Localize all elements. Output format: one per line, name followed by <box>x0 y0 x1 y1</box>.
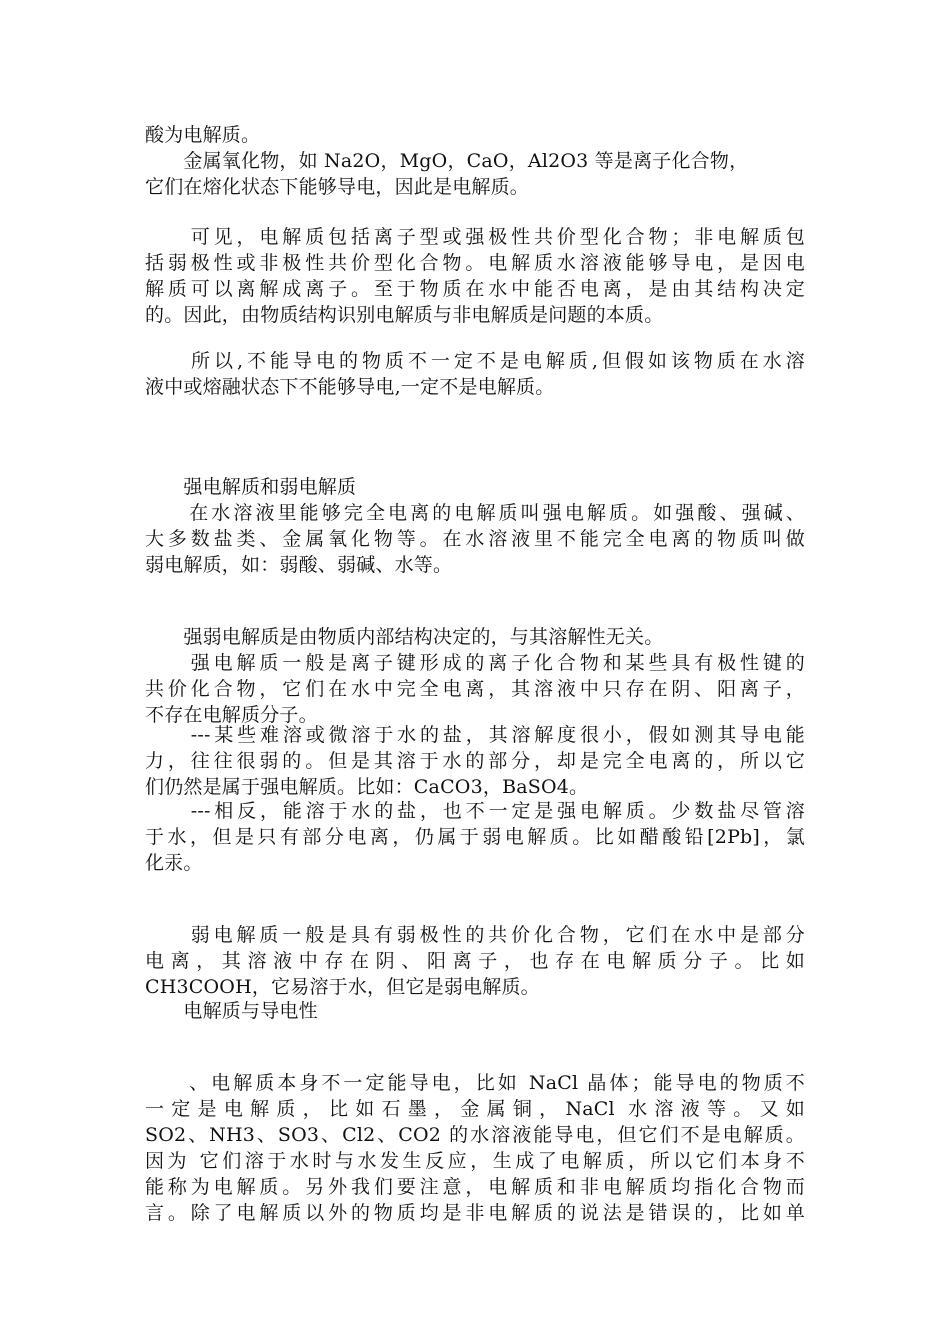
text-line: 言。除了电解质以外的物质均是非电解质的说法是错误的，比如单 <box>145 1202 805 1224</box>
text-line: 酸为电解质。 <box>145 124 261 146</box>
text-line: 可见，电解质包括离子型或强极性共价型化合物；非电解质包 <box>145 226 805 248</box>
text-line: 所以,不能导电的物质不一定不是电解质,但假如该物质在水溶 <box>145 350 805 372</box>
text-line: 液中或熔融状态下不能够导电,一定不是电解质。 <box>145 376 555 398</box>
text-line: ---某些难溶或微溶于水的盐，其溶解度很小，假如测其导电能 <box>145 724 805 746</box>
text-line: 括弱极性或非极性共价型化合物。电解质水溶液能够导电，是因电 <box>145 252 805 274</box>
text-line: 大多数盐类、金属氧化物等。在水溶液里不能完全电离的物质叫做 <box>145 528 805 550</box>
text-line: 弱电解质，如：弱酸、弱碱、水等。 <box>145 554 453 576</box>
text-line: 在水溶液里能够完全电离的电解质叫强电解质。如强酸、强碱、 <box>145 502 805 524</box>
text-line: 不存在电解质分子。 <box>145 704 318 726</box>
text-line: 强弱电解质是由物质内部结构决定的，与其溶解性无关。 <box>145 626 664 648</box>
text-line: CH3COOH，它易溶于水，但它是弱电解质。 <box>145 976 540 998</box>
text-line: 、电解质本身不一定能导电，比如 NaCl 晶体；能导电的物质不 <box>145 1072 805 1094</box>
text-line: 金属氧化物，如 Na2O，MgO，CaO，Al2O3 等是离子化合物， <box>145 150 749 172</box>
text-line: 一定是电解质，比如石墨，金属铜，NaCl 水溶液等。又如 <box>145 1098 805 1120</box>
text-line: 于水，但是只有部分电离，仍属于弱电解质。比如醋酸铅[2Pb]，氯 <box>145 826 805 848</box>
text-line: 它们在熔化状态下能够导电，因此是电解质。 <box>145 176 530 198</box>
text-line: 能称为电解质。另外我们要注意，电解质和非电解质均指化合物而 <box>145 1176 805 1198</box>
section-heading: 电解质与导电性 <box>145 1000 318 1022</box>
text-line: 强电解质一般是离子键形成的离子化合物和某些具有极性键的 <box>145 652 805 674</box>
text-line: 因为 它们溶于水时与水发生反应，生成了电解质，所以它们本身不 <box>145 1150 805 1172</box>
text-line: 弱电解质一般是具有弱极性的共价化合物，它们在水中是部分 <box>145 924 805 946</box>
text-line: 解质可以离解成离子。至于物质在水中能否电离，是由其结构决定 <box>145 278 805 300</box>
text-line: ---相反，能溶于水的盐，也不一定是强电解质。少数盐尽管溶 <box>145 800 805 822</box>
text-line: 电离，其溶液中存在阴、阳离子，也存在电解质分子。比如 <box>145 950 805 972</box>
text-line: 化汞。 <box>145 852 203 874</box>
text-line: 力，往往很弱的。但是其溶于水的部分，却是完全电离的，所以它 <box>145 750 805 772</box>
section-heading: 强电解质和弱电解质 <box>145 476 357 498</box>
text-line: 的。因此，由物质结构识别电解质与非电解质是问题的本质。 <box>145 304 664 326</box>
text-line: SO2、NH3、SO3、Cl2、CO2 的水溶液能导电，但它们不是电解质。 <box>145 1124 805 1146</box>
text-line: 们仍然是属于强电解质。比如：CaCO3，BaSO4。 <box>145 776 589 798</box>
text-line: 共价化合物，它们在水中完全电离，其溶液中只存在阴、阳离子， <box>145 678 805 700</box>
